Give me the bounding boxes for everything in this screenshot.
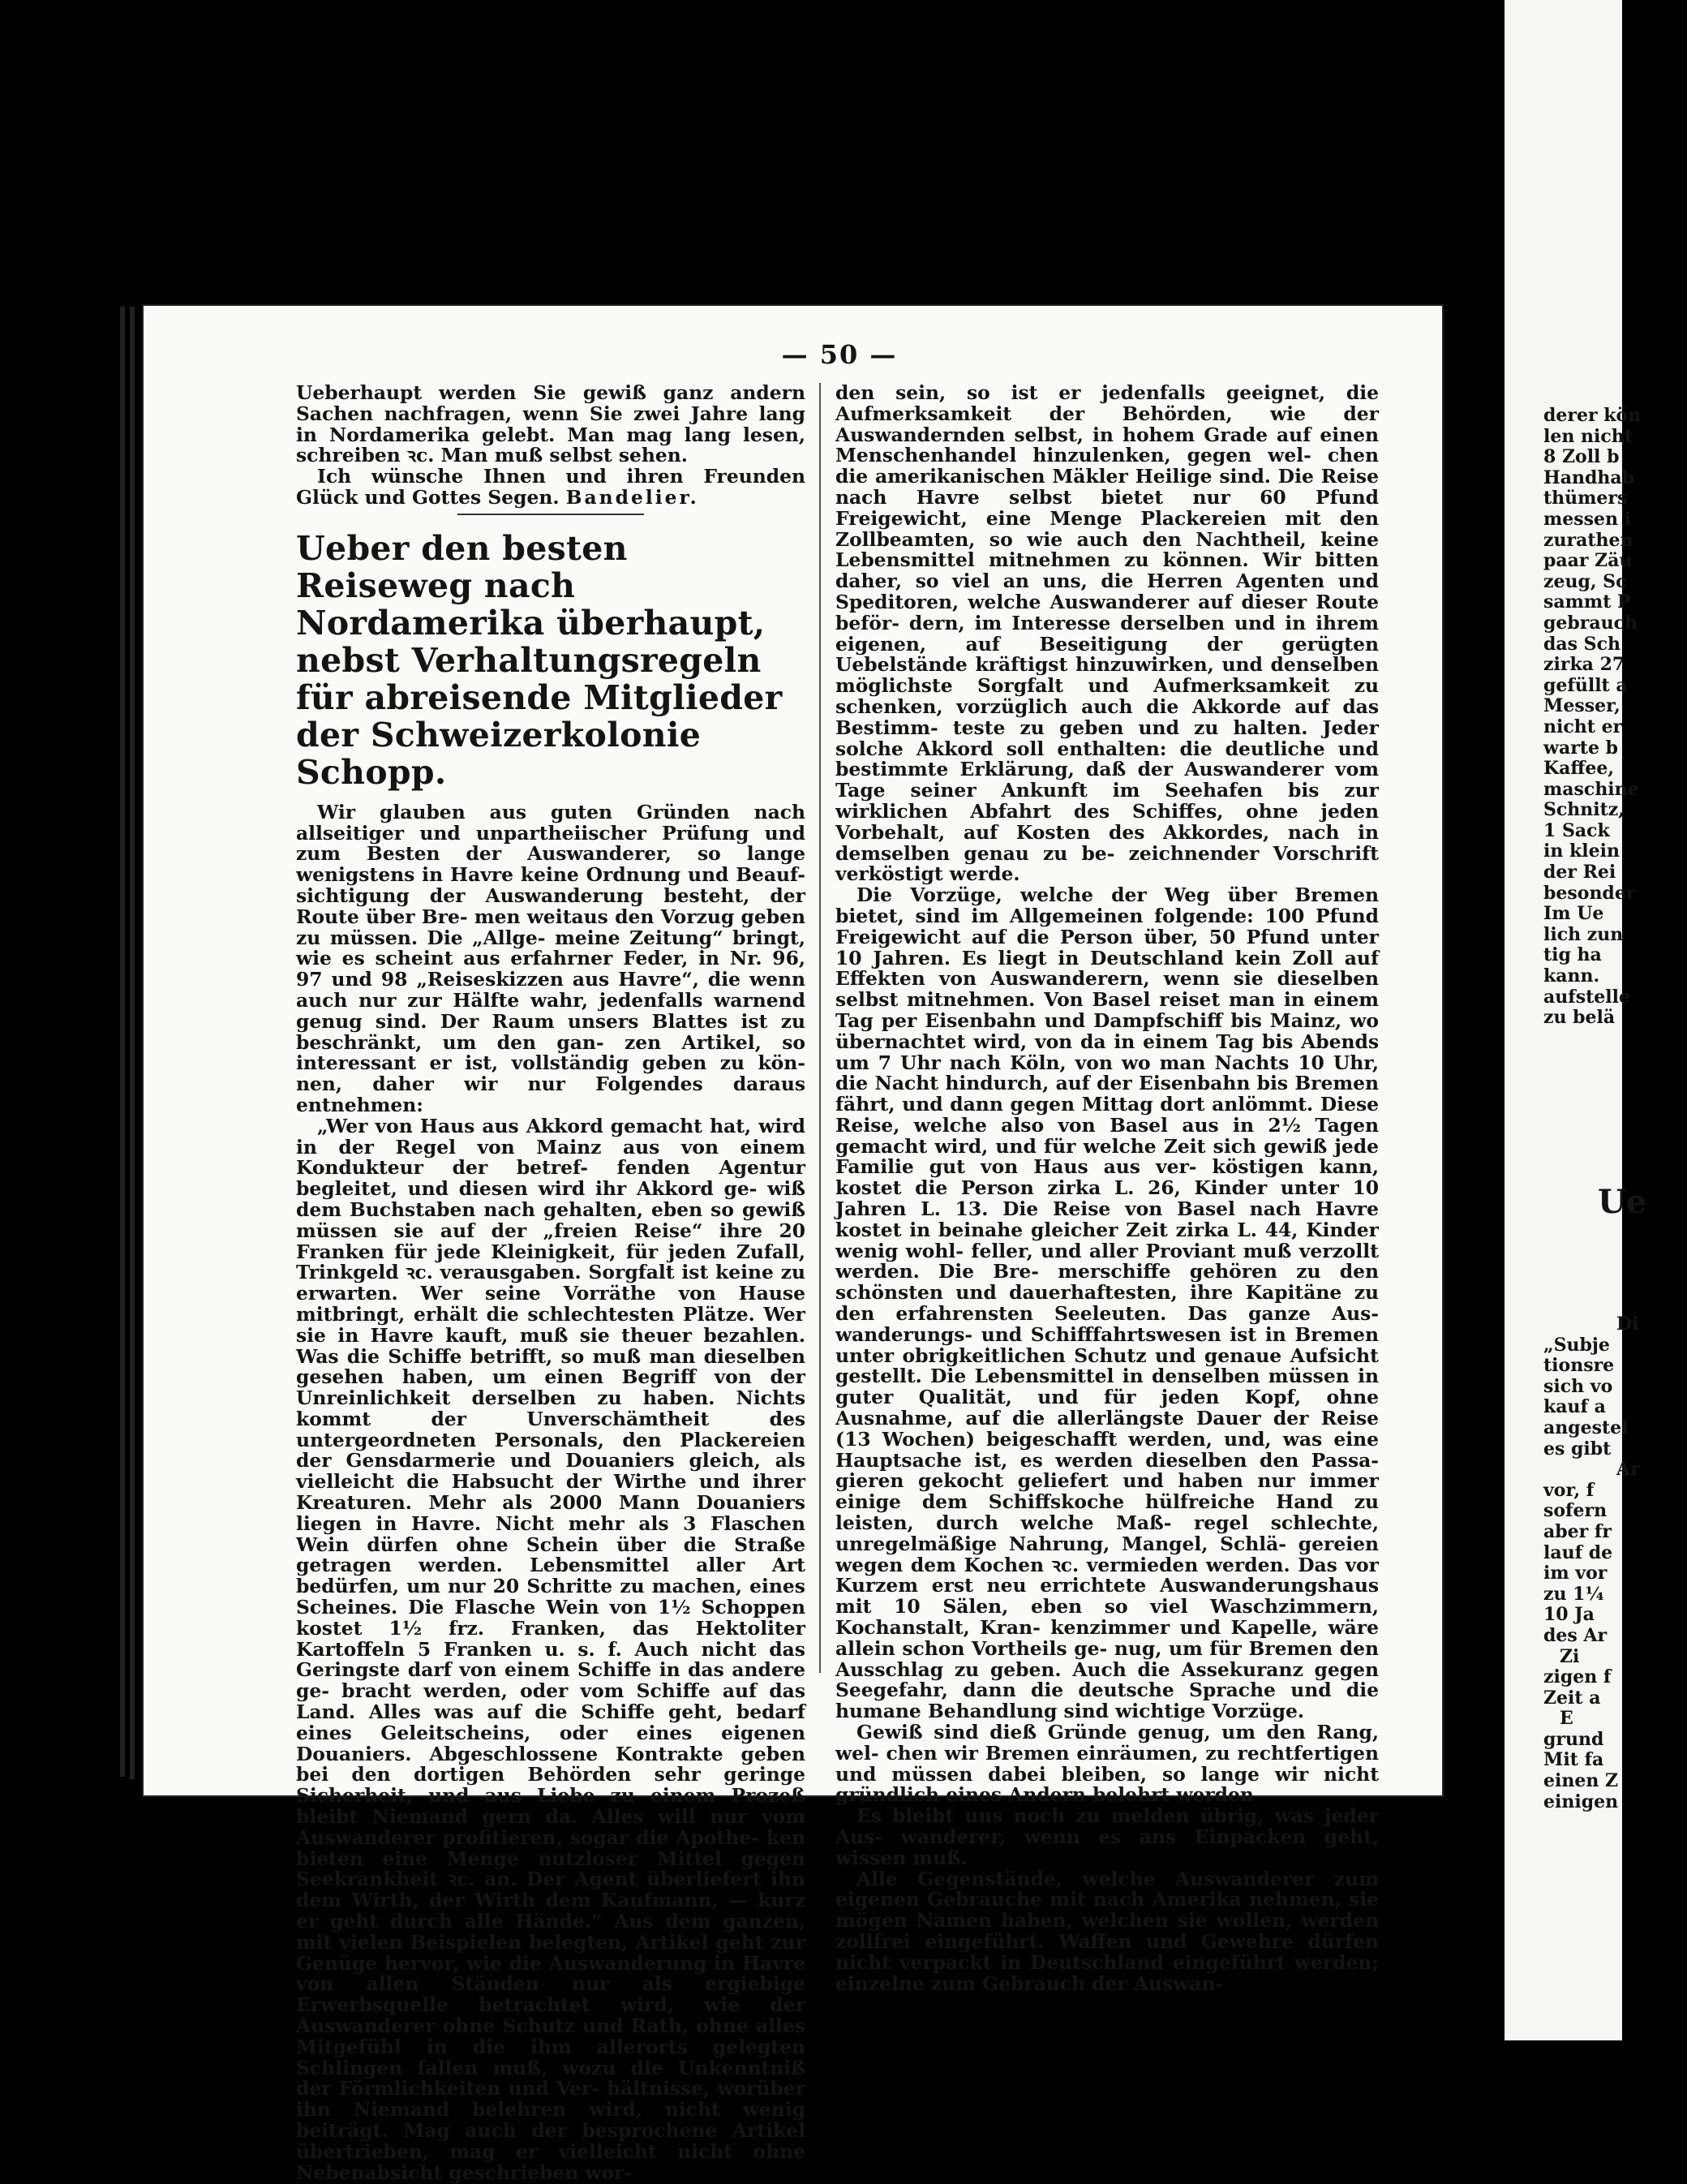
text-line: mag er vielleicht nicht ohne Nebenabsicht geschrieben wor-	[296, 2139, 805, 2184]
text-line: Ich wünsche Ihnen und ihren Freunden Glück und	[296, 465, 805, 509]
text-line: Mitgefühl in die ihm allerorts gelegten Schlingen fallen	[296, 2035, 805, 2079]
text-line: ken bieten eine Menge nutzloser Mittel gegen Seekrankheit ꝛc.	[296, 1825, 805, 1891]
fragment-line: Schnitz,	[1543, 799, 1625, 821]
text-line: nug, um für Bremen den Ausschlag zu geben. Auch die	[835, 1636, 1379, 1681]
text-line: belehrt werden	[1092, 1783, 1254, 1807]
fragment-line: „Subje	[1543, 1334, 1610, 1356]
text-line: das Geringste darf von einem Schiffe in das andere ge-	[296, 1637, 805, 1703]
fragment-line: 10 Ja	[1543, 1604, 1595, 1626]
fragment-line: tionsre	[1543, 1355, 1615, 1377]
right-paragraph-1	[835, 383, 1379, 885]
text-line: Straße getragen werden. Lebensmittel aller Art bedürfen,	[296, 1533, 805, 1598]
text-line: Grade auf einen Menschenhandel hinzulenken, gegen wel-	[835, 423, 1379, 467]
text-line: der Behörden, wie der Auswandernden selbst, in hohem	[835, 402, 1379, 446]
text-line: sichtigung der Auswanderung besteht, der Route über Bre-	[296, 883, 805, 928]
fragment-line: zurathen	[1543, 529, 1633, 551]
text-line: die Person über, 50 Pfund unter 10 Jahren. Es liegt	[835, 925, 1379, 969]
text-line: das Hektoliter Kartoffeln 5 Franken u. s. f. Auch nicht	[296, 1616, 805, 1661]
text-line: kenzimmer und Kapelle, wäre allein schon Vortheils ge-	[835, 1616, 1379, 1660]
text-line: gereien wegen dem Kochen ꝛc. vermieden werden. Das	[835, 1532, 1379, 1576]
text-line: Mehr als 2000 Mann Douaniers liegen in Havre. Nicht	[296, 1491, 805, 1535]
fragment-line: einen Z	[1543, 1770, 1619, 1792]
intro-paragraph	[296, 383, 805, 466]
text-line: an. Der Agent überliefert ihn dem Wirth, der Wirth dem	[296, 1868, 805, 1912]
text-line: Nacht hindurch, auf der Eisenbahn bis Bremen fährt, und	[835, 1072, 1379, 1116]
text-line: meine Zeitung“ bringt, wie es scheint aus erfahrner Feder,	[296, 926, 805, 970]
fragment-line: der Rei	[1543, 862, 1616, 883]
text-line: gieren gekocht geliefert und haben nur immer einige dem	[835, 1469, 1379, 1514]
text-line: was auf die Schiffe geht, bedarf eines Geleitscheins, oder	[296, 1700, 805, 1744]
text-line: Wir glauben aus guten Gründen nach allseitiger und	[296, 800, 805, 845]
text-line: um 7 Uhr nach Köln, von wo man Nachts 10 Uhr, die	[835, 1051, 1379, 1095]
text-line: Die Vorzüge, welche der Weg über Bremen bietet,	[835, 883, 1379, 927]
text-line: Menge Plackereien mit den Zollbeamten, so wie auch den	[835, 506, 1379, 551]
text-line: Ständen nur als ergiebige Erwerbsquelle betrachtet wird,	[296, 1972, 805, 2017]
fragment-line: kann.	[1543, 965, 1600, 987]
fragment-line: 1 Sack	[1543, 819, 1610, 841]
section-rule	[457, 514, 644, 515]
text-line: muß, wozu die Unkenntniß der Förmlichkeiten und Ver-	[296, 2056, 805, 2100]
text-line: Assekuranz gegen Seegefahr, dann die deutsche Sprache	[835, 1657, 1379, 1702]
fragment-line: tig ha	[1543, 944, 1602, 966]
closing-paragraph	[296, 466, 805, 509]
text-line: Gottes Segen.	[411, 485, 560, 509]
text-line: zur wirklichen Abfahrt des Schiffes, ohne jeden Vorbehalt,	[835, 779, 1379, 844]
right-paragraph-5	[835, 1869, 1379, 1995]
fragment-line: vor, f	[1543, 1479, 1595, 1501]
fragment-line: Kaffee,	[1543, 758, 1615, 780]
text-line: merschiffe gehören zu den schönsten und dauerhaftesten, ihre	[835, 1260, 1380, 1305]
text-line: köstigen kann, kostet die Person zirka L. 26, Kinder unter	[835, 1155, 1379, 1200]
fragment-line: angestel	[1543, 1417, 1629, 1438]
text-line: für jeden Kopf, ohne Ausnahme, auf die allerlängste	[835, 1386, 1379, 1430]
fragment-line: maschine	[1543, 778, 1639, 800]
fragment-line: gebrauch	[1543, 612, 1638, 634]
fragment-line: das Sch	[1543, 633, 1620, 655]
text-line: auch nur zur Hälfte wahr, jedenfalls warnend genug sind.	[296, 988, 805, 1033]
text-line: wanderer, wenn es ans Einpacken geht, wissen muß.	[835, 1825, 1379, 1869]
fragment-line: gefüllt a	[1543, 674, 1628, 696]
text-line: zeichnender Vorschrift verköstigt werde.	[835, 841, 1379, 886]
fragment-line: derer kön	[1543, 405, 1642, 426]
text-line: in einem Tag per Eisenbahn und Dampfschiff bis Mainz,	[835, 988, 1379, 1032]
text-line: Kleinigkeit, für jeden Zufall, Trinkgeld ꝛc. verausgaben.	[296, 1240, 805, 1284]
text-line: mehr als 3 Flaschen Wein dürfen ohne Schein über die	[296, 1511, 805, 1556]
text-line: haben, welchen sie wollen, werden zollfrei eingeführt.	[835, 1909, 1379, 1953]
text-line: in beinahe gleicher Zeit zirka L. 44, Kinder wenig wohl-	[835, 1218, 1379, 1262]
text-line: also von Basel aus in 2½ Tagen gemacht wird, und für	[835, 1113, 1379, 1158]
text-line: Dauer der Reise (13 Wochen) beigeschafft werden, und,	[835, 1407, 1380, 1451]
text-line: sind im Allgemeinen folgende: 100 Pfund Freigewicht auf	[835, 904, 1379, 948]
page-edge-2	[130, 307, 135, 1779]
fragment-line: grund	[1543, 1728, 1604, 1750]
fragment-line: sich vo	[1543, 1375, 1613, 1397]
text-line: schenken, vorzüglich auch die Akkorde auf das Bestimm-	[835, 694, 1379, 739]
fragment-line: Mit fa	[1543, 1749, 1604, 1771]
fragment-line: zirka 27	[1543, 654, 1625, 676]
body-paragraph-1	[296, 802, 805, 1116]
fragment-line: kauf a	[1543, 1396, 1606, 1418]
text-line: Speditoren, welche Auswanderer auf dieser Route beför-	[835, 590, 1379, 634]
fragment-line: messen i	[1543, 508, 1632, 530]
fragment-line: lauf de	[1543, 1541, 1613, 1563]
text-line: regel schlechte, unregelmäßige Nahrung, Mangel, Schlä-	[835, 1511, 1379, 1555]
text-line: Sorgfalt ist keine zu erwarten. Wer seine Vorräthe von	[296, 1261, 805, 1305]
text-line: wanderungs- und Schifffahrtswesen ist in Bremen unter	[835, 1322, 1379, 1367]
text-line: dann gegen Mittag dort anlömmt. Diese Reise, welche	[835, 1093, 1379, 1137]
right-paragraph-4	[835, 1806, 1379, 1868]
text-line: men weitaus den Vorzug geben zu müssen. Die „Allge-	[296, 905, 805, 949]
signature: Bandelier.	[565, 485, 699, 509]
text-line: den sein, so ist er jedenfalls geeignet, die Aufmerksamkeit	[835, 381, 1379, 425]
text-line: Beseitigung der gerügten Uebelstände kräftigst hinzuwirken,	[835, 632, 1379, 677]
text-line: aus Liebe zu einem Prozeß bleibt Niemand gern da. Alles	[296, 1784, 805, 1829]
text-line: als vielleicht die Habsucht der Wirthe und ihrer Kreaturen.	[296, 1449, 805, 1515]
right-paragraph-3	[835, 1722, 1379, 1806]
text-line: kommt der Unverschämtheit des untergeordneten Personals,	[296, 1407, 805, 1451]
text-line: nach Havre selbst bietet nur 60 Pfund Freigewicht, eine	[835, 485, 1379, 530]
right-column	[835, 383, 1379, 1994]
fragment-line: Im Ue	[1543, 903, 1604, 925]
text-line: wenn sie dieselben selbst mitnehmen. Von Basel reiset man	[835, 967, 1379, 1012]
text-line: nen, daher wir nur Folgendes daraus entnehmen:	[296, 1073, 805, 1116]
fragment-line: Zi	[1560, 1645, 1580, 1667]
fragment-line: sofern	[1543, 1500, 1608, 1522]
page-number: — 50 —	[781, 339, 898, 370]
left-column	[296, 383, 805, 2183]
text-line: dabei bleiben, so lange wir nicht gründlich eines Andern	[835, 1762, 1379, 1807]
fragment-line: Di	[1616, 1313, 1639, 1335]
text-line: Auswanderer vom Tage seiner Ankunft im Seehafen bis	[835, 758, 1379, 802]
next-page-fragment	[1505, 0, 1647, 2040]
text-line: Alle Gegenstände, welche Auswanderer zum eigenen	[835, 1867, 1379, 1911]
fragment-line: besonder	[1543, 882, 1636, 904]
fragment-line: aufstelle	[1543, 986, 1630, 1008]
quote-paragraph	[296, 1116, 805, 2184]
text-line: teste zu geben und zu halten. Jeder solche Akkord soll	[835, 716, 1379, 760]
text-line: welche Zeit sich gewiß jede Familie gut von Haus aus ver-	[835, 1134, 1379, 1179]
text-line: Der Raum unsers Blattes ist zu beschränkt, um den gan-	[296, 1009, 805, 1054]
fragment-line: E	[1560, 1708, 1573, 1730]
text-line: wiß dem Buchstaben nach gehalten, eben so gewiß müssen	[296, 1177, 805, 1242]
fragment-line: es gibt	[1543, 1438, 1612, 1460]
fragment-line: in klein	[1543, 840, 1620, 862]
text-line: „Wer von Haus aus Akkord gemacht hat, wird in der	[296, 1114, 805, 1159]
text-line: wie der Auswanderer ohne Schutz und Rath, ohne alles	[296, 1993, 805, 2037]
text-line: Genüge hervor, wie die Auswanderung in Havre von allen	[296, 1951, 805, 1996]
text-line: wo übernachtet wird, von da in einem Tag bis Abends	[835, 1008, 1379, 1053]
fragment-line: warte b	[1543, 737, 1618, 759]
fragment-line: im vor	[1543, 1563, 1608, 1584]
fragment-line: Messer,	[1543, 695, 1620, 717]
text-line: Waffen und Gewehre dürfen nicht verpackt in Deutschland	[835, 1929, 1379, 1974]
text-line: um nur 20 Schritte zu machen, eines Scheines. Die	[296, 1575, 805, 1619]
text-line: Schiffskoche hülfreiche Hand zu leisten, durch welche Maß-	[835, 1490, 1379, 1535]
text-line: 10 Jahren L. 13. Die Reise von Basel nach Havre kostet	[835, 1176, 1379, 1241]
fragment-line: nicht er	[1543, 716, 1623, 737]
text-line: chen wir Bremen einräumen, zu rechtfertigen und müssen	[835, 1741, 1379, 1786]
text-line: vor Kurzem erst neu errichtete Auswanderungshaus mit	[835, 1553, 1379, 1619]
text-line: feller, und aller Proviant muß verzollt werden. Die Bre-	[835, 1239, 1379, 1283]
text-line: betrifft, so muß man dieselben gesehen haben, um einen	[296, 1344, 805, 1389]
fragment-line: zu belä	[1543, 1007, 1616, 1029]
fragment-group-2	[1543, 1313, 1640, 1812]
text-line: bitten daher, so viel an uns, die Herren Agenten und	[835, 548, 1379, 593]
article-headline: Ueber den besten Reiseweg nach Nordamerika überhaupt, nebst Verhaltungsregeln für abreisende Mitglieder der Schweizerkolonie Schopp.	[296, 528, 783, 792]
text-line: in Havre kauft, muß sie theuer bezahlen. Was die Schiffe	[296, 1323, 805, 1368]
text-line: und die humane Behandlung sind wichtige Vorzüge.	[835, 1679, 1379, 1723]
text-line: was eine Hauptsache ist, es werden dieselben den Passa-	[835, 1427, 1379, 1472]
text-line: Kapitäne zu den erfahrensten Seeleuten. Das ganze Aus-	[835, 1281, 1379, 1326]
text-line: eines eigenen Douaniers. Abgeschlossene Kontrakte geben	[296, 1721, 805, 1765]
text-line: fenden Agentur begleitet, und diesen wird ihr Akkord ge-	[296, 1156, 805, 1201]
text-line: dern, im Interesse derselben und in ihrem eigenen, auf	[835, 611, 1379, 656]
text-line: zen Artikel, so interessant er ist, vollständig geben zu kön-	[296, 1030, 805, 1075]
text-line: Hause mitbringt, erhält die schlechtesten Plätze. Wer sie	[296, 1282, 805, 1347]
right-paragraph-2	[835, 885, 1379, 1722]
text-line: Ueberhaupt werden Sie gewiß ganz andern Sachen	[296, 381, 805, 425]
fragment-line: Handhab	[1543, 466, 1635, 488]
fragment-line: zigen f	[1543, 1666, 1612, 1688]
fragment-line: thümers	[1543, 488, 1628, 509]
fragment-line: Ar	[1616, 1459, 1640, 1481]
text-line: den Plackereien der Gensdarmerie und Douaniers gleich,	[296, 1428, 806, 1472]
text-line: Kaufmann, — kurz er geht durch alle Hände.“ Aus dem	[296, 1889, 805, 1933]
text-line: Gebrauche mit nach Amerika nehmen, sie mögen Namen	[835, 1888, 1379, 1932]
text-line: chen die amerikanischen Mäkler Heilige sind. Die Reise	[835, 444, 1379, 488]
fragment-line: einigen	[1543, 1791, 1619, 1812]
fragment-group-1	[1543, 405, 1642, 1029]
text-line: Flasche Wein von 1½ Schoppen kostet 1½ frz. Franken,	[296, 1596, 805, 1640]
text-line: sie auf der „freien Reise“ ihre 20 Franken für jede	[296, 1219, 805, 1263]
text-line: Begriff von der Unreinlichkeit derselben zu haben. Nichts	[296, 1365, 806, 1410]
text-line: so lange wenigstens in Havre keine Ordnung und Beauf-	[296, 842, 805, 887]
text-line: in Deutschland kein Zoll auf Effekten von Auswanderern,	[835, 946, 1379, 991]
text-line: ganzen, mit vielen Beispielen belegten, Artikel geht zur	[296, 1910, 805, 1954]
text-line: auf Kosten des Akkordes, nach in demselben genau zu be-	[835, 820, 1379, 865]
text-line: unpartheiischer Prüfung und zum Besten der Auswanderer,	[296, 821, 805, 866]
fragment-line: des Ar	[1543, 1624, 1608, 1646]
fragment-line: paar Zäu	[1543, 550, 1633, 572]
text-line: Gewiß sind dieß Gründe genug, um den Rang, wel-	[835, 1721, 1379, 1765]
text-line: hältnisse, worüber ihn Niemand belehren wird, nicht wenig	[296, 2077, 805, 2122]
fragment-line: zeug, Sc	[1543, 570, 1627, 592]
text-line: gelebt. Man mag lang lesen, schreiben ꝛc. Man muß	[296, 423, 805, 467]
text-line: will nur vom Auswanderer profitieren, sogar die Apothe-	[296, 1805, 805, 1849]
fragment-line: sammt P	[1543, 591, 1631, 613]
fragment-line: 8 Zoll b	[1543, 446, 1620, 468]
text-line: obrigkeitlichen Schutz und genaue Aufsicht gestellt. Die	[835, 1344, 1379, 1388]
page-edge-1	[120, 307, 125, 1777]
fragment-line: len nicht	[1543, 425, 1633, 447]
text-line: beiträgt. Mag auch der besprochene Artikel übertrieben,	[296, 2118, 805, 2163]
text-line: nachfragen, wenn Sie zwei Jahre lang in Nordamerika	[296, 402, 805, 446]
text-line: bei den dortigen Behörden sehr geringe Sicherheit, und	[296, 1763, 805, 1808]
text-line: und denselben möglichste Sorgfalt und Aufmerksamkeit zu	[835, 653, 1379, 698]
text-line: enthalten: die deutliche und bestimmte Erklärung, daß der	[835, 737, 1379, 781]
text-line: 10 Sälen, eben so viel Waschzimmern, Kochanstalt, Kran-	[835, 1595, 1379, 1640]
fragment-line: zu 1¼	[1543, 1583, 1604, 1605]
text-line: selbst sehen.	[549, 444, 688, 467]
text-line: Regel von Mainz aus von einem Kondukteur der betref-	[296, 1135, 805, 1180]
fragment-line: aber fr	[1543, 1520, 1612, 1542]
text-line: Nachtheil, keine Lebensmittel mitnehmen zu können. Wir	[835, 527, 1379, 572]
fragment-heading: Ue	[1598, 1183, 1647, 1221]
text-line: Es bleibt uns noch zu melden übrig, was jeder Aus-	[835, 1804, 1379, 1848]
text-line: Lebensmittel in denselben müssen in guter Qualität, und	[835, 1365, 1379, 1409]
fragment-line: Zeit a	[1543, 1687, 1601, 1709]
text-line: eingeführt werden; einzelne zum Gebrauch der Auswan-	[835, 1950, 1379, 1995]
text-line: bracht werden, oder vom Schiffe auf das Land. Alles	[296, 1679, 805, 1724]
fragment-line: lich zun	[1543, 923, 1624, 945]
text-line: in Nr. 96, 97 und 98 „Reiseskizzen aus Havre“, die wenn	[296, 947, 805, 991]
column-divider	[819, 383, 821, 1673]
